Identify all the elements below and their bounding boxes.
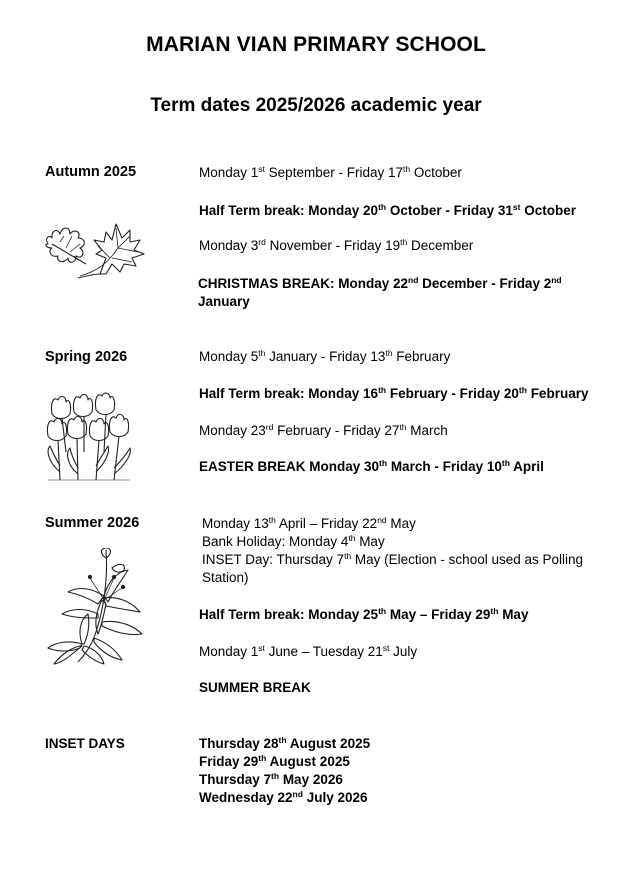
page-title: Term dates 2025/2026 academic year [150, 95, 482, 116]
summer-half-term: Half Term break: Monday 25th May – Friday 29th May [199, 606, 529, 622]
spring-second-half-dates: Monday 23rd February - Friday 27th March [199, 422, 448, 438]
inset-day-4: Wednesday 22nd July 2026 [199, 789, 368, 805]
autumn-term-label: Autumn 2025 [45, 164, 137, 180]
autumn-second-half-dates: Monday 3rd November - Friday 19th December [199, 237, 474, 253]
summer-break: SUMMER BREAK [199, 680, 311, 695]
lily-illustration [42, 548, 150, 666]
summer-term-label: Summer 2026 [45, 515, 140, 531]
autumn-half-term: Half Term break: Monday 20th October - Friday 31st October [199, 202, 576, 218]
inset-days-label: INSET DAYS [45, 736, 125, 751]
spring-half-term: Half Term break: Monday 16th February - Friday 20th February [199, 385, 589, 401]
summer-first-half-dates: Monday 13th April – Friday 22nd May Bank Holiday: Monday 4th May INSET Day: Thursday 7th May (Election - school used as Polling Station) [202, 515, 584, 585]
christmas-break: CHRISTMAS BREAK: Monday 22nd December - Friday 2nd January [198, 275, 562, 309]
inset-day-1: Thursday 28th August 2025 [199, 735, 371, 751]
bank-holiday: Bank Holiday: Monday 4th May [202, 533, 385, 549]
spring-first-half-dates: Monday 5th January - Friday 13th February [199, 348, 451, 364]
spring-term-label: Spring 2026 [45, 349, 128, 365]
inset-day-election: INSET Day: Thursday 7th May (Election - school used as Polling Station) [202, 551, 584, 585]
inset-day-2: Friday 29th August 2025 [199, 753, 350, 769]
inset-days-list [199, 735, 370, 807]
autumn-leaves-illustration [40, 214, 148, 282]
tulips-illustration [44, 392, 134, 482]
summer-second-half-dates: Monday 1st June – Tuesday 21st July [199, 643, 418, 659]
inset-day-3: Thursday 7th May 2026 [199, 771, 343, 787]
autumn-first-half-dates: Monday 1st September - Friday 17th October [199, 164, 462, 180]
school-name: MARIAN VIAN PRIMARY SCHOOL [146, 33, 486, 56]
easter-break: EASTER BREAK Monday 30th March - Friday 10th April [199, 458, 544, 474]
